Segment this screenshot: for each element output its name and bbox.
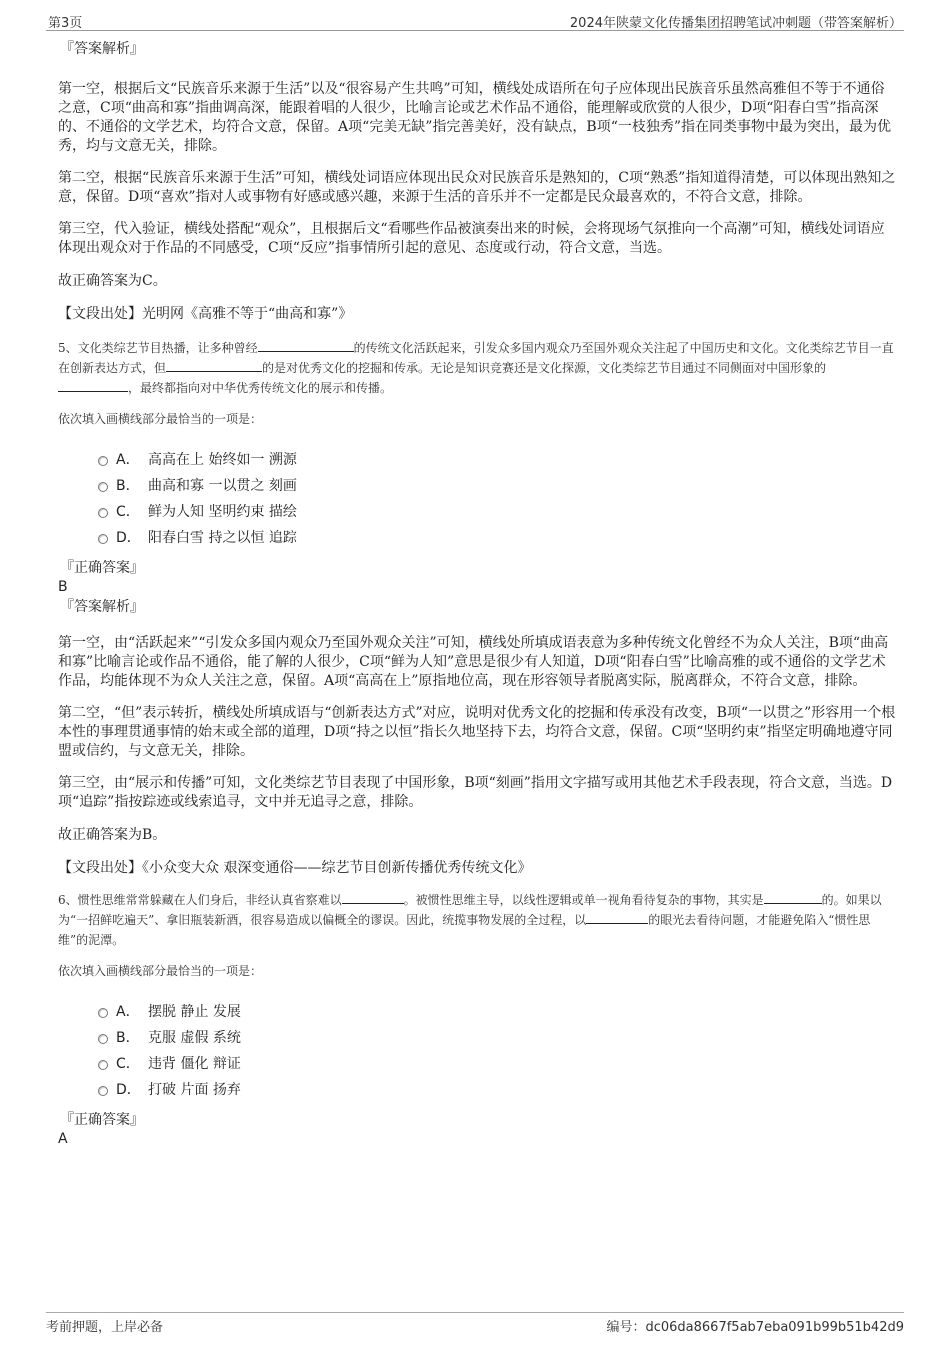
blank-1 — [342, 890, 404, 904]
document-body — [58, 40, 896, 1148]
page-header — [46, 8, 904, 31]
correct-answer: B — [58, 579, 68, 595]
correct-answer: A — [58, 1131, 68, 1147]
radio-icon[interactable] — [98, 1086, 108, 1096]
conclusion: 故正确答案为C。 — [58, 273, 167, 289]
blank-2 — [166, 358, 262, 372]
analysis-paragraph-3: 第三空，代入验证，横线处搭配“观众”，且根据后文“看哪些作品被演奏出来的时候，会将现场气氛推向一个高潮”可知，横线处词语应体现出观众对于作品的不同感受，C项“反应”指事情所引起的意见、态度或行动，符合文意，当选。 — [58, 221, 885, 256]
analysis-paragraph-3: 第三空，由“展示和传播”可知，文化类综艺节目表现了中国形象，B项“刻画”指用文字描写或用其他艺术手段表现，符合文意，当选。D项“追踪”指按踪迹或线索追寻，文中并无追寻之意，排除。 — [58, 775, 893, 810]
analysis-paragraph-2: 第二空，“但”表示转折，横线处所填成语与“创新表达方式”对应，说明对优秀文化的挖掘和传承没有改变，B项“一以贯之”形容用一个根本性的事理贯通事情的始末或全部的道理，D项“持之以恒”指长久地坚持下去，均符合文意，保留。C项“坚明约束”指坚定明确地遵守同盟或信约，与文意无关，排除。 — [58, 705, 896, 759]
radio-icon[interactable] — [98, 1008, 108, 1018]
source-citation: 【文段出处】光明网《高雅不等于“曲高和寡”》 — [58, 306, 353, 322]
blank-3 — [58, 378, 128, 392]
question-5-options — [58, 447, 896, 551]
radio-icon[interactable] — [98, 456, 108, 466]
option-b[interactable]: B． 曲高和寡 一以贯之 刻画 — [98, 473, 896, 499]
radio-icon[interactable] — [98, 1060, 108, 1070]
question-5-instruction: 依次填入画横线部分最恰当的一项是： — [58, 412, 263, 426]
conclusion: 故正确答案为B。 — [58, 827, 167, 843]
radio-icon[interactable] — [98, 534, 108, 544]
radio-icon[interactable] — [98, 508, 108, 518]
footer-slogan: 考前押题，上岸必备 — [46, 1320, 164, 1335]
analysis-paragraph-1: 第一空，由“活跃起来”“引发众多国内观众乃至国外观众关注”可知，横线处所填成语表意为多种传统文化曾经不为众人关注，B项“曲高和寡”比喻言论或作品不通俗，能了解的人很少，C项“鲜为人知”意思是很少有人知道，D项“阳春白雪”比喻高雅的或不通俗的文学艺术作品，均能体现不为众人关注之意，保留。A项“高高在上”原指地位高，现在形容领导者脱离实际，脱离群众，不符合文意，排除。 — [58, 635, 889, 689]
blank-3 — [586, 910, 648, 924]
source-citation: 【文段出处】《小众变大众 艰深变通俗——综艺节目创新传播优秀传统文化》 — [58, 860, 532, 876]
analysis-paragraph-2: 第二空，根据“民族音乐来源于生活”可知，横线处词语应体现出民众对民族音乐是熟知的，C项“熟悉”指知道得清楚，可以体现出熟知之意，保留。D项“喜欢”指对人或事物有好感或感兴趣，来源于生活的音乐并不一定都是民众最喜欢的，不符合文意，排除。 — [58, 170, 896, 205]
option-d[interactable]: D． 阳春白雪 持之以恒 追踪 — [98, 525, 896, 551]
question-6-instruction: 依次填入画横线部分最恰当的一项是： — [58, 964, 263, 978]
page-number: 第3页 — [48, 16, 83, 31]
blank-2 — [764, 890, 822, 904]
option-b[interactable]: B． 克服 虚假 系统 — [98, 1025, 896, 1051]
question-6-options — [58, 999, 896, 1103]
analysis-paragraph-1: 第一空，根据后文“民族音乐来源于生活”以及“很容易产生共鸣”可知，横线处成语所在句子应体现出民族音乐虽然高雅但不等于不通俗之意，C项“曲高和寡”指曲调高深，能跟着唱的人很少，比喻言论或艺术作品不通俗，能理解或欣赏的人很少，D项“阳春白雪”指高深的、不通俗的文学艺术，均符合文意，保留。A项“完美无缺”指完善美好，没有缺点，B项“一枝独秀”指在同类事物中最为突出，最为优秀，均与文意无关，排除。 — [58, 81, 892, 154]
blank-1 — [258, 338, 354, 352]
option-a[interactable]: A． 高高在上 始终如一 溯源 — [98, 447, 896, 473]
analysis-label: 『答案解析』 — [60, 599, 144, 615]
document-id: 编号：dc06da8667f5ab7eba091b99b51b42d9 — [606, 1320, 904, 1335]
document-title: 2024年陕蒙文化传播集团招聘笔试冲刺题（带答案解析） — [569, 16, 902, 31]
question-5-stem: 5、文化类综艺节目热播，让多种曾经 的传统文化活跃起来，引发众多国内观众乃至国外观众关注起了中国历史和文化。文化类综艺节目一直在创新表达方式，但 的是对优秀文化的挖掘和传承。无论是知识竞赛还是文化探源，文化类综艺节目通过不同侧面对中国形象的，最终都指向对中华优秀传统文化的展示和传播。 — [58, 338, 896, 398]
option-c[interactable]: C． 鲜为人知 坚明约束 描绘 — [98, 499, 896, 525]
analysis-label: 『答案解析』 — [60, 41, 144, 57]
question-6-stem: 6、惯性思维常常躲藏在人们身后，非经认真省察难以 。被惯性思维主导，以线性逻辑或单一视角看待复杂的事物，其实是 的。如果以为“一招鲜吃遍天”、拿旧瓶装新酒，很容易造成以偏概全的谬误。因此，统揽事物发展的全过程，以 的眼光去看待问题，才能避免陷入“惯性思维”的泥潭。 — [58, 890, 896, 950]
correct-answer-label: 『正确答案』 — [60, 1112, 144, 1128]
option-a[interactable]: A． 摆脱 静止 发展 — [98, 999, 896, 1025]
radio-icon[interactable] — [98, 482, 108, 492]
page-footer — [46, 1312, 904, 1335]
option-d[interactable]: D． 打破 片面 扬弃 — [98, 1077, 896, 1103]
option-c[interactable]: C． 违背 僵化 辩证 — [98, 1051, 896, 1077]
correct-answer-label: 『正确答案』 — [60, 560, 144, 576]
radio-icon[interactable] — [98, 1034, 108, 1044]
